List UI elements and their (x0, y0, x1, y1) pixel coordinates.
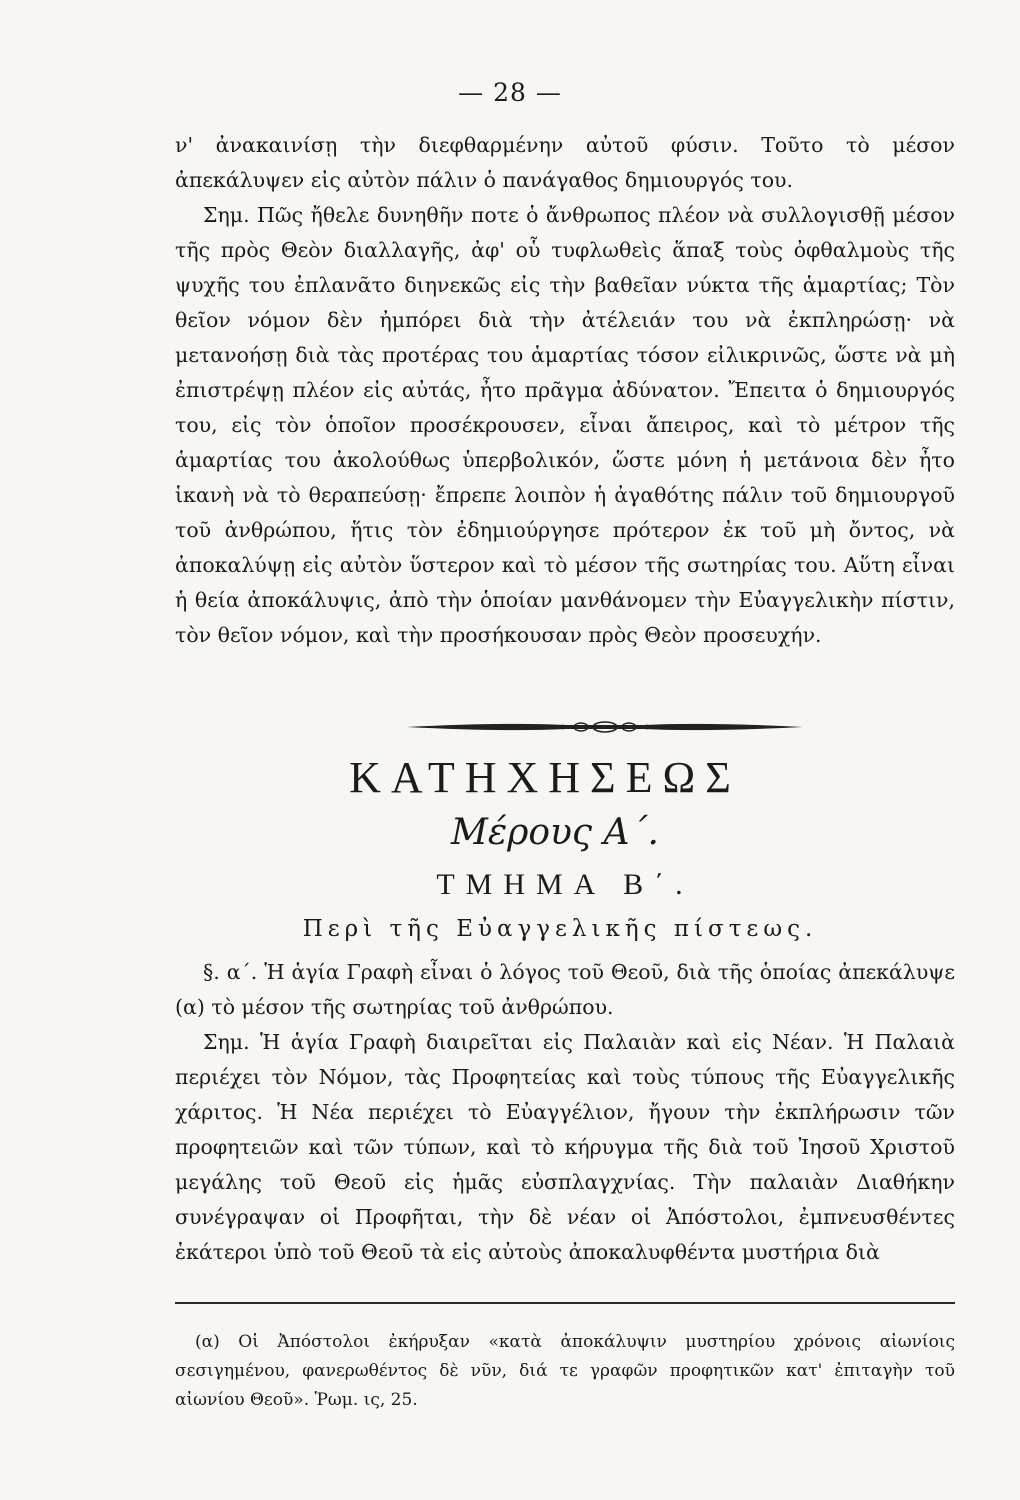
paragraph-section-alpha: §. α΄. Ἡ ἁγία Γραφὴ εἶναι ὁ λόγος τοῦ Θεοῦ, διὰ τῆς ὁποίας ἀπεκάλυψε (α) τὸ μέσον τῆς σωτηρίας τοῦ ἀνθρώπου. (175, 960, 955, 1019)
page-number: — 28 — (458, 78, 562, 107)
chapter-heading: ΚΑΤΗΧΗΣΕΩΣ (349, 753, 741, 802)
topic-heading: Περὶ τῆς Εὐαγγελικῆς πίστεως. (302, 916, 818, 942)
text-block-top (175, 128, 955, 653)
footnote: (α) Οἱ Ἀπόστολοι ἐκήρυξαν «κατὰ ἀποκάλυψιν μυστηρίου χρόνοις αἰωνίοις σεσιγημένου, φανερωθέντος δὲ νῦν, διά τε γραφῶν προφητικῶν κατ' ἐπιταγὴν τοῦ αἰωνίου Θεοῦ». Ῥωμ. ις, 25. (175, 1332, 955, 1410)
paragraph-continuation: ν' ἀνακαινίσῃ τὴν διεφθαρμένην αὐτοῦ φύσιν. Τοῦτο τὸ μέσον ἀπεκάλυψεν εἰς αὐτὸν πάλιν ὁ πανάγαθος δημιουργός του. (175, 133, 955, 192)
text-block-bottom (175, 955, 955, 1270)
part-heading: Μέρους Α΄. (451, 812, 659, 853)
paragraph-note: Σημ. Ἡ ἁγία Γραφὴ διαιρεῖται εἰς Παλαιὰν καὶ εἰς Νέαν. Ἡ Παλαιὰ περιέχει τὸν Νόμον, τὰς Προφητείας καὶ τοὺς τύπους τῆς Εὐαγγελικῆς χάριτος. Ἡ Νέα περιέχει τὸ Εὐαγγέλιον, ἤγουν τὴν ἐκπλήρωσιν τῶν προφητειῶν καὶ τῶν τύπων, καὶ τὸ κήρυγμα τῆς διὰ τοῦ Ἰησοῦ Χριστοῦ μεγάλης τοῦ Θεοῦ εἰς ἡμᾶς εὐσπλαγχνίας. Τὴν παλαιὰν Διαθήκην συνέγραψαν οἱ Προφῆται, τὴν δὲ νέαν οἱ Ἀπόστολοι, ἐμπνευσθέντες ἑκάτεροι ὑπὸ τοῦ Θεοῦ τὰ εἰς αὐτοὺς ἀποκαλυφθέντα μυστήρια διὰ (175, 1030, 955, 1264)
decorative-rule-icon (405, 716, 805, 738)
paragraph-note: Σημ. Πῶς ἤθελε δυνηθῆν ποτε ὁ ἄνθρωπος πλέον νὰ συλλογισθῇ μέσον τῆς πρὸς Θεὸν διαλλαγῆς, ἀφ' οὗ τυφλωθεὶς ἅπαξ τοὺς ὀφθαλμοὺς τῆς ψυχῆς του ἐπλανᾶτο διηνεκῶς εἰς τὴν βαθεῖαν νύκτα τῆς ἁμαρτίας; Τὸν θεῖον νόμον δὲν ἠμπόρει διὰ τὴν ἀτέλειάν του νὰ ἐκπληρώσῃ· νὰ μετανοήσῃ διὰ τὰς προτέρας του ἁμαρτίας τόσον εἰλικρινῶς, ὥστε νὰ μὴ ἐπιστρέψῃ πλέον εἰς αὐτάς, ἦτο πρᾶγμα ἀδύνατον. Ἔπειτα ὁ δημιουργός του, εἰς τὸν ὁποῖον προσέκρουσεν, εἶναι ἄπειρος, καὶ τὸ μέτρον τῆς ἁμαρτίας του ἀκολούθως ὑπερβολικόν, ὥστε μόνη ἡ μετάνοια δὲν ἦτο ἱκανὴ νὰ τὸ θεραπεύσῃ· ἔπρεπε λοιπὸν ἡ ἀγαθότης πάλιν τοῦ δημιουργοῦ τοῦ ἀνθρώπου, ἥτις τὸν ἐδημιούργησε πρότερον ἐκ τοῦ μὴ ὄντος, νὰ ἀποκαλύψῃ εἰς αὐτὸν ὕστερον καὶ τὸ μέσον τῆς σωτηρίας του. Αὕτη εἶναι ἡ θεία ἀποκάλυψις, ἀπὸ τὴν ὁποίαν μανθάνομεν τὴν Εὐαγγελικὴν πίστιν, τὸν θεῖον νόμον, καὶ τὴν προσήκουσαν πρὸς Θεὸν προσευχήν. (175, 203, 955, 647)
footnote-divider (175, 1302, 955, 1304)
section-heading: ΤΜΗΜΑ Β΄. (436, 868, 694, 901)
